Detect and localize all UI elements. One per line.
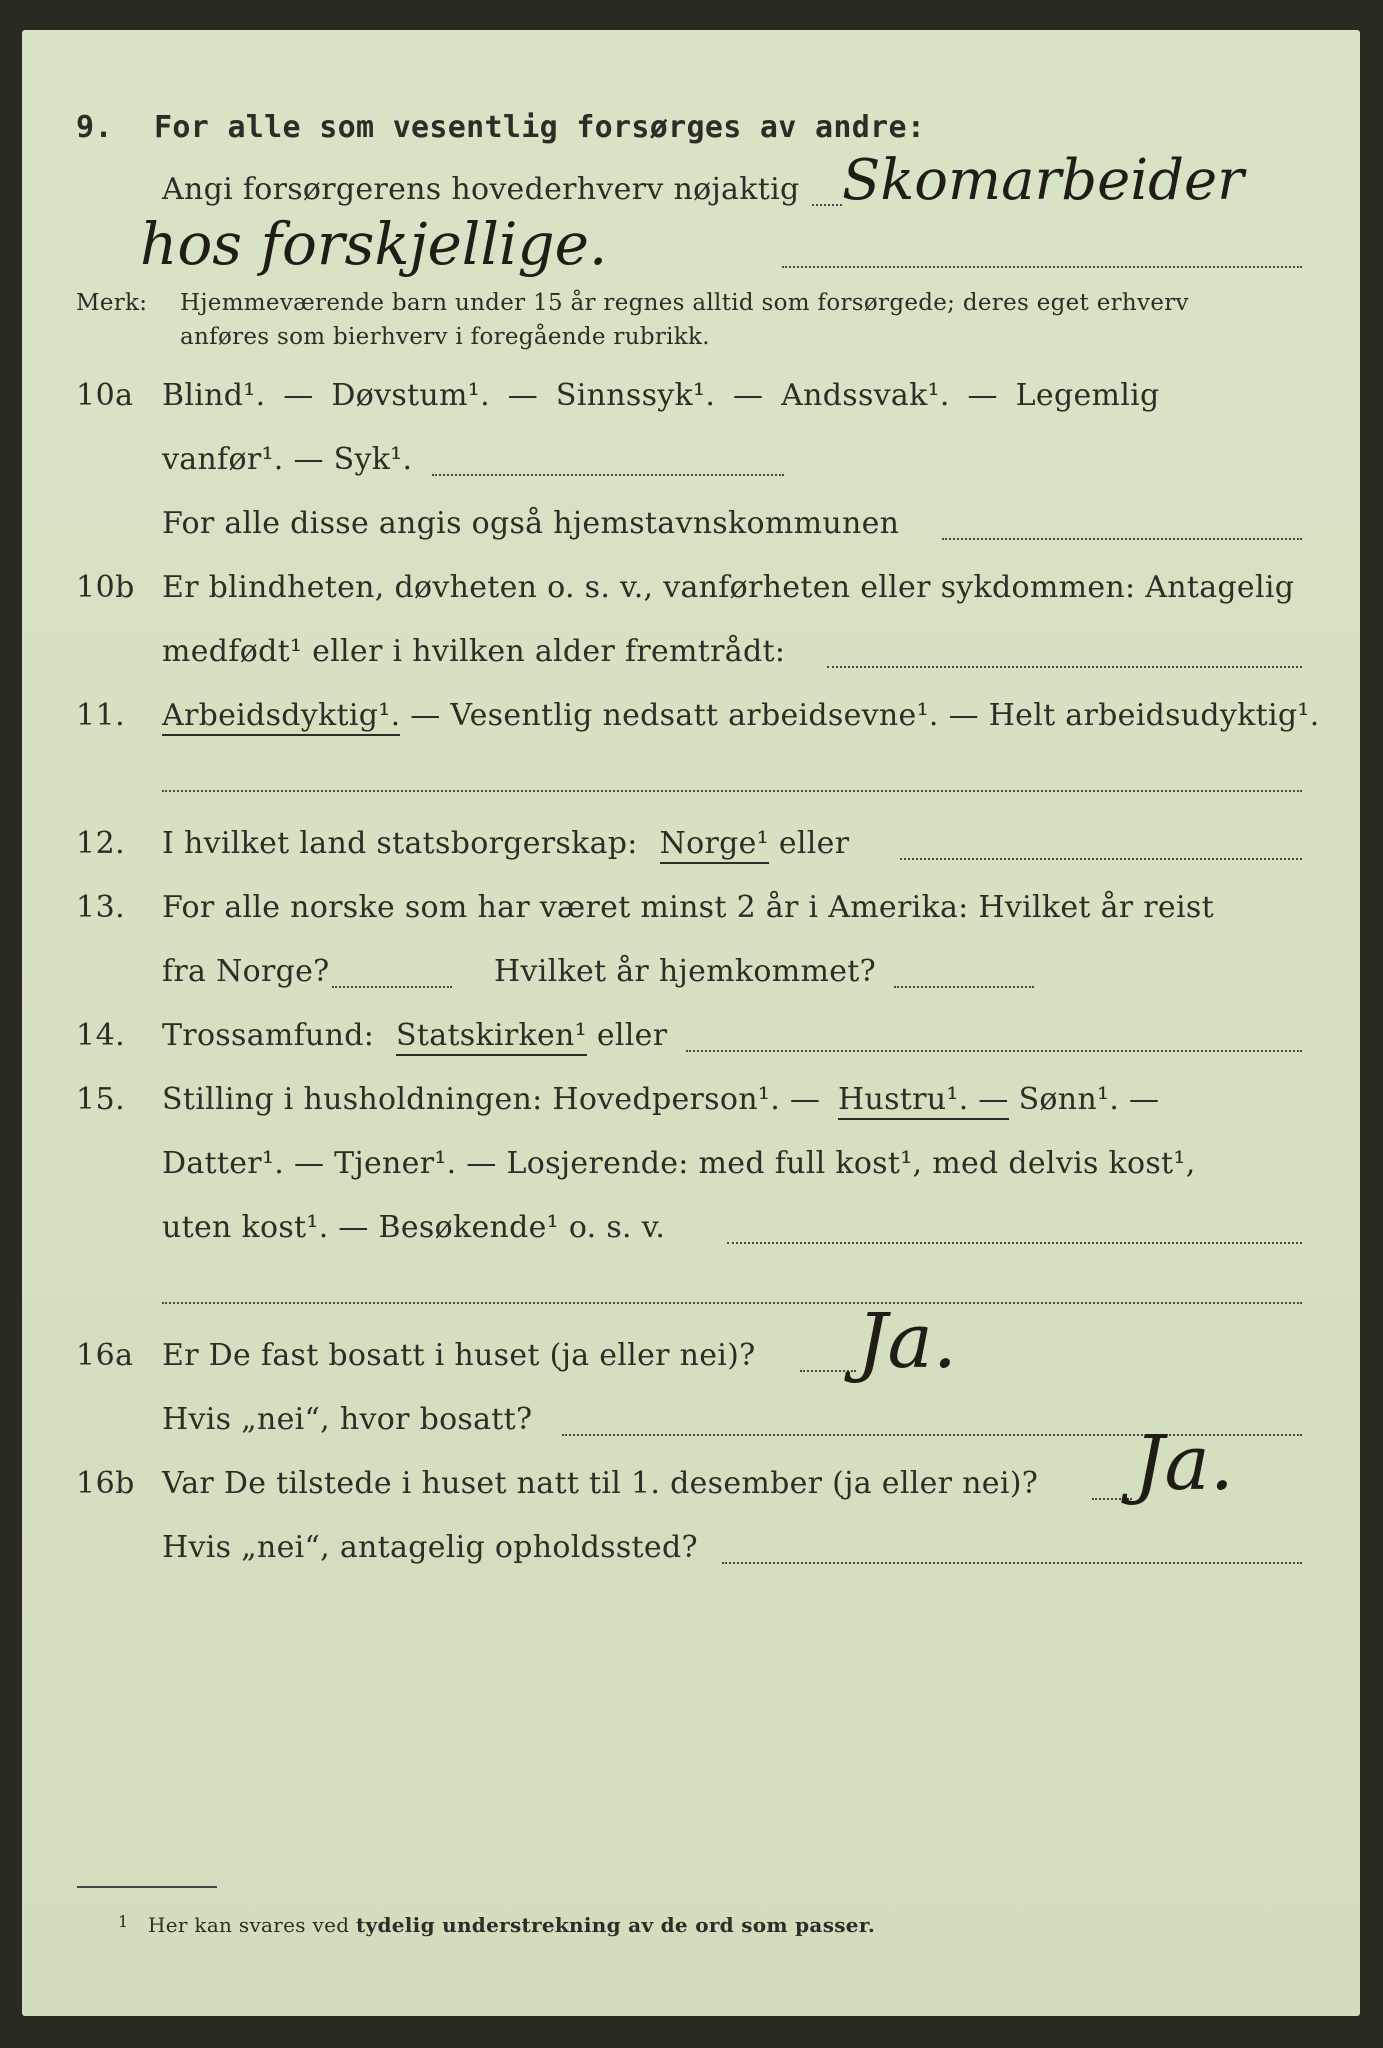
q15-row3 xyxy=(22,1198,1360,1258)
q9-line2-row xyxy=(22,210,1360,286)
q16a-line1: Er De fast bosatt i huset (ja eller nei)? xyxy=(162,1338,756,1373)
footnote-bold-text: tydelig understrekning av de ord som passer. xyxy=(356,1913,876,1937)
q9-handwritten-occupation: Skomarbeider xyxy=(842,148,1244,213)
q14-row xyxy=(22,1006,1360,1066)
q11-row xyxy=(22,686,1360,746)
q14-or: eller xyxy=(596,1018,668,1053)
q9-note-line1: Hjemmeværende barn under 15 år regnes alltid som forsørgede; deres eget erhverv xyxy=(180,290,1189,316)
q13-line1: For alle norske som har været minst 2 år i Amerika: Hvilket år reist xyxy=(162,890,1214,925)
footnote-row xyxy=(22,1910,1360,1944)
q12-row xyxy=(22,814,1360,874)
q12-number: 12. xyxy=(76,826,126,861)
q9-title: For alle som vesentlig forsørges av andre: xyxy=(154,110,926,145)
q14-number: 14. xyxy=(76,1018,126,1053)
census-form-sheet xyxy=(22,30,1360,2016)
q9-line1: Angi forsørgerens hovederhverv nøjaktig xyxy=(162,172,800,207)
q15-number: 15. xyxy=(76,1082,126,1117)
footnote-mark: 1 xyxy=(118,1912,129,1931)
q16b-line2: Hvis „nei“, antagelig opholdssted? xyxy=(162,1530,698,1565)
q16a-number: 16a xyxy=(76,1338,134,1373)
q10a-number: 10a xyxy=(76,378,134,413)
q13-row2 xyxy=(22,942,1360,1002)
q16a-row1 xyxy=(22,1296,1360,1386)
q10a-row3 xyxy=(22,494,1360,554)
q15-line2: Datter¹. — Tjener¹. — Losjerende: med full kost¹, med delvis kost¹, xyxy=(162,1146,1196,1181)
q10b-number: 10b xyxy=(76,570,135,605)
q12-or: eller xyxy=(778,826,850,861)
q13-row1 xyxy=(22,878,1360,938)
q13-number: 13. xyxy=(76,890,126,925)
q15-row1 xyxy=(22,1070,1360,1130)
q13-line2b: Hvilket år hjemkommet? xyxy=(494,954,877,989)
q10a-line1: Blind¹. — Døvstum¹. — Sinnssyk¹. — Andssvak¹. — Legemlig xyxy=(162,378,1160,413)
q14-underlined-option: Statskirken¹ xyxy=(396,1018,587,1056)
q15-question: Stilling i husholdningen: Hovedperson¹. — xyxy=(162,1082,821,1117)
q11-underlined-option: Arbeidsdyktig¹. xyxy=(162,698,400,736)
q9-number: 9. xyxy=(76,110,114,145)
q16b-handwritten-answer: Ja. xyxy=(1134,1418,1234,1507)
q11-blank-row xyxy=(22,750,1360,810)
q10a-line2: vanfør¹. — Syk¹. xyxy=(162,442,413,477)
q10b-row2 xyxy=(22,622,1360,682)
q16a-line2: Hvis „nei“, hvor bosatt? xyxy=(162,1402,533,1437)
q15-line3: uten kost¹. — Besøkende¹ o. s. v. xyxy=(162,1210,666,1245)
q11-number: 11. xyxy=(76,698,126,733)
q9-handwritten-detail: hos forskjellige. xyxy=(140,210,608,278)
q16a-handwritten-answer: Ja. xyxy=(857,1296,957,1385)
footnote-text: Her kan svares ved xyxy=(148,1913,350,1937)
q13-line2a: fra Norge? xyxy=(162,954,330,989)
q10b-line1: Er blindheten, døvheten o. s. v., vanførheten eller sykdommen: Antagelig xyxy=(162,570,1295,605)
q10b-line2: medfødt¹ eller i hvilken alder fremtrådt: xyxy=(162,634,786,669)
q11-rest: — Vesentlig nedsatt arbeidsevne¹. — Helt arbeidsudyktig¹. xyxy=(410,698,1320,733)
q10a-row2 xyxy=(22,430,1360,490)
q16b-row2 xyxy=(22,1518,1360,1578)
q9-note-label: Merk: xyxy=(76,290,148,316)
q15-row2 xyxy=(22,1134,1360,1194)
footnote-divider xyxy=(77,1886,217,1888)
q10a-row1 xyxy=(22,366,1360,426)
q9-note-line2: anføres som bierhverv i foregående rubrikk. xyxy=(180,324,710,350)
q12-underlined-option: Norge¹ xyxy=(660,826,769,864)
q15-rest: Sønn¹. — xyxy=(1018,1082,1160,1117)
q16b-line1: Var De tilstede i huset natt til 1. desember (ja eller nei)? xyxy=(162,1466,1039,1501)
q10a-line3: For alle disse angis også hjemstavnskommunen xyxy=(162,506,900,541)
q15-underlined-option: Hustru¹. — xyxy=(838,1082,1009,1120)
q16b-number: 16b xyxy=(76,1466,135,1501)
q12-question: I hvilket land statsborgerskap: xyxy=(162,826,638,861)
q14-question: Trossamfund: xyxy=(162,1018,375,1053)
q10b-row1 xyxy=(22,558,1360,618)
q15-blank-row xyxy=(22,1262,1360,1322)
